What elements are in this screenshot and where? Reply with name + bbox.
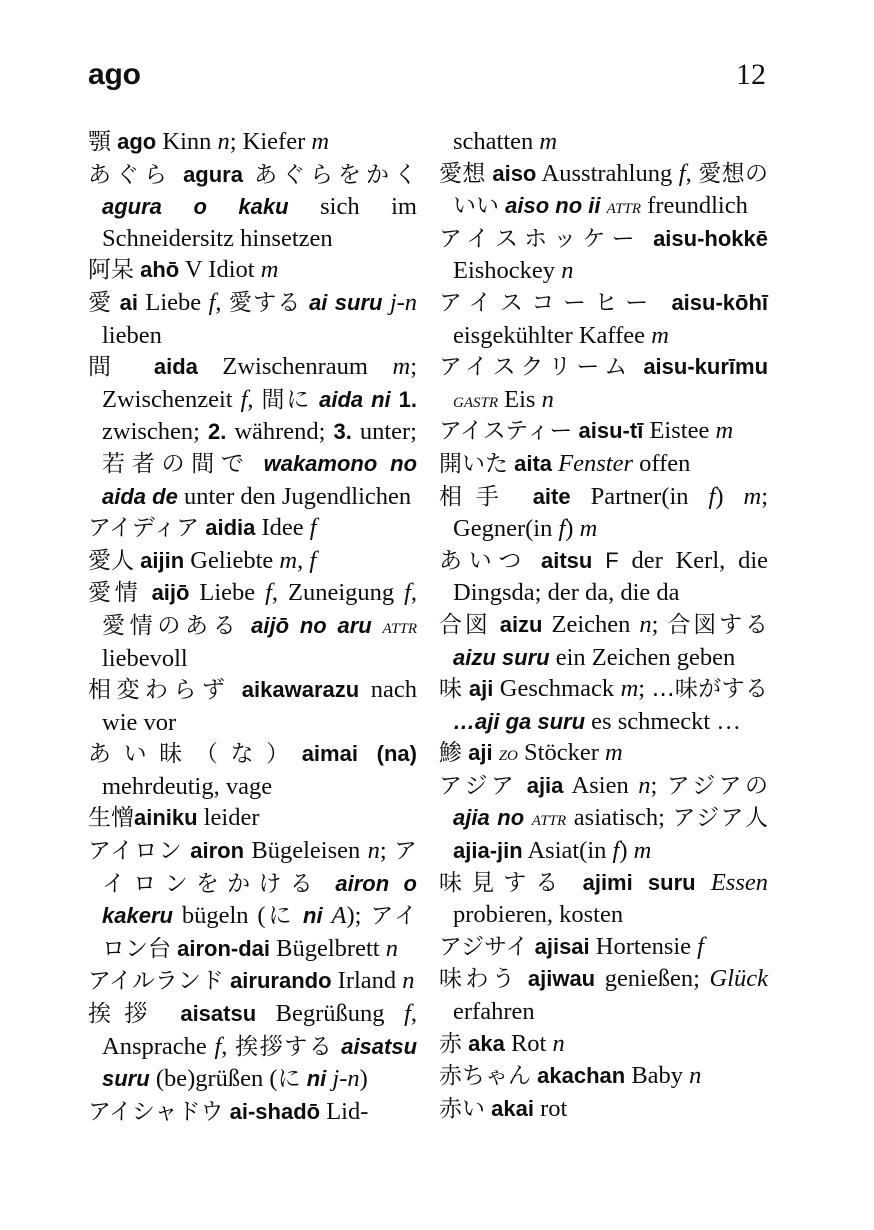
entry-de: , Zuneigung: [271, 579, 405, 607]
entry-de: ;: [651, 610, 668, 638]
entry-gm: f: [612, 837, 620, 865]
entry-de: ; Gegner(in: [453, 482, 768, 543]
entry-sp: [240, 612, 251, 639]
entry-jp: に: [277, 1066, 301, 1093]
entry-gm: m: [620, 675, 639, 703]
dictionary-entry: [88, 159, 417, 255]
entry-sp: [323, 902, 332, 929]
entry-de: ,: [221, 1032, 236, 1060]
entry-de: liebevoll: [102, 644, 188, 672]
entry-jp: 挨拶する: [235, 1033, 334, 1060]
entry-reg: F: [605, 547, 619, 573]
entry-de: Eistee: [643, 417, 716, 445]
dictionary-entry: [439, 481, 768, 545]
entry-rom: aisu-tī: [578, 418, 644, 444]
entry-sp: [513, 483, 533, 510]
entry-de: Ausstrahlung: [536, 159, 679, 187]
entry-gm: n: [385, 934, 398, 962]
entry-rom: aji: [468, 740, 493, 766]
entry-de: Partner(in: [570, 482, 709, 510]
entry-rom: aijō: [151, 580, 190, 606]
entry-de: nach wie vor: [102, 676, 418, 736]
running-head-word: ago: [88, 58, 141, 91]
dictionary-entry: [88, 738, 417, 802]
entry-de: ;: [650, 771, 667, 799]
entry-gm: f: [240, 385, 248, 413]
entry-rom: aisu-hokkē: [653, 225, 768, 251]
entry-de: es schmeckt …: [585, 707, 741, 735]
entry-gm: n: [541, 385, 554, 413]
entry-rom: airon-dai: [177, 935, 271, 961]
entry-de: Irland: [331, 967, 403, 995]
entry-de: Zwischenraum: [197, 353, 393, 381]
entry-gm: m: [311, 128, 330, 155]
dictionary-entry: [439, 351, 768, 415]
entry-rom: airurando: [230, 968, 332, 994]
running-head: [88, 58, 766, 102]
entry-gm: f: [309, 514, 317, 542]
entry-de: asiatisch;: [566, 804, 673, 832]
entry-sp: [567, 869, 582, 896]
entry-rom: ajisai: [534, 933, 590, 959]
entry-gm: n: [367, 837, 380, 865]
entry-de: Kinn: [156, 128, 218, 155]
entry-de: sich im Schneidersitz hinsetzen: [102, 193, 417, 252]
entry-romi: ai suru: [309, 289, 383, 315]
entry-jp: 愛想のいい: [453, 160, 769, 220]
entry-sp: [382, 289, 389, 316]
entry-sp: [321, 870, 335, 897]
dictionary-entry: [439, 415, 768, 448]
entry-gm: f: [214, 1032, 222, 1060]
entry-de: ,: [410, 579, 417, 607]
entry-de: genießen;: [595, 965, 710, 993]
entry-rom: ajia: [526, 772, 564, 798]
entry-jp: 挨拶: [88, 1001, 161, 1028]
entry-de: );: [346, 902, 371, 930]
entry-jp: 赤ちゃん: [439, 1063, 531, 1090]
entry-jp: 愛情: [88, 580, 142, 607]
entry-de: der Kerl, die Dingsda; der da, die da: [453, 546, 769, 607]
entry-de: Lid-: [320, 1097, 369, 1125]
entry-jp: アイスティー: [439, 418, 573, 445]
entry-sp: [294, 902, 303, 929]
entry-jp: アジア人: [672, 805, 769, 832]
entry-sp: [112, 289, 119, 316]
entry-de: Baby: [625, 1062, 690, 1090]
entry-gm: m: [743, 482, 762, 510]
entry-de: probieren, kosten: [453, 901, 624, 929]
entry-jp: 味わう: [439, 966, 519, 993]
entry-jp: 愛する: [228, 289, 302, 316]
dictionary-entry: [439, 1060, 768, 1093]
entry-jp: 間: [88, 354, 130, 381]
entry-de: Idee: [255, 514, 310, 542]
entry-rom: aita: [514, 450, 553, 476]
entry-romi: airon o kakeru: [102, 870, 417, 929]
entry-sp: [657, 289, 672, 316]
entry-de: ,: [297, 546, 310, 574]
dictionary-entry: [88, 998, 417, 1096]
dictionary-entry: [439, 126, 768, 158]
entry-de: zwischen;: [102, 418, 208, 446]
entry-rom: ahō: [140, 257, 180, 283]
entry-jp: あぐらをかく: [254, 161, 418, 188]
entry-gm: m: [579, 515, 598, 543]
entry-gm: f: [309, 546, 317, 574]
entry-gm: n: [689, 1062, 702, 1090]
entry-gm: m: [260, 256, 279, 284]
entry-rom: akai: [491, 1095, 534, 1121]
entry-de: Asiat(in: [522, 837, 613, 865]
entry-gm: Glück: [709, 965, 768, 993]
dictionary-entry: [88, 965, 417, 998]
entry-sp: [251, 450, 264, 477]
entry-de: ;: [638, 675, 652, 703]
entry-romi: aisatsu suru: [102, 1033, 418, 1092]
entry-de: Bügeleisen: [244, 837, 368, 865]
entry-de: ,: [247, 385, 262, 413]
entry-jp: アジサイ: [439, 933, 529, 960]
dictionary-entry: [439, 931, 768, 964]
entry-romi: …aji ga suru: [453, 708, 586, 734]
entry-romi: aijō no aru: [251, 612, 372, 638]
entry-jp: アイディア: [88, 515, 200, 542]
dictionary-entry: [88, 802, 417, 835]
entry-de: Asien: [563, 771, 639, 799]
entry-gm: m: [633, 837, 652, 865]
entry-gm: n: [217, 128, 230, 155]
column-right: [439, 126, 768, 1128]
entry-gm: A: [331, 902, 347, 930]
entry-rom: aida: [153, 354, 198, 380]
entry-de: Stöcker: [517, 739, 605, 767]
entry-de: V Idiot: [179, 256, 261, 284]
entry-de: Liebe: [189, 579, 266, 607]
entry-de: rot: [533, 1094, 568, 1122]
entry-gm: j-n: [332, 1065, 360, 1093]
entry-rom: aitsu: [540, 547, 593, 573]
entry-de: freundlich: [641, 192, 748, 220]
entry-gm: m: [715, 417, 734, 445]
entry-gm: n: [639, 610, 652, 638]
entry-sp: [641, 225, 653, 252]
entry-de: schatten: [453, 128, 540, 155]
entry-jp: 生憎: [88, 805, 134, 832]
entry-sp: [161, 1000, 181, 1027]
entry-jp: …味がする: [651, 676, 768, 703]
entry-sp: [491, 611, 500, 638]
entry-lbl: attr: [606, 193, 642, 219]
entry-jp: 愛想: [439, 160, 486, 187]
entry-rom: ago: [117, 129, 157, 154]
entry-romi: wakamono no aida de: [102, 450, 418, 509]
entry-rom: ai-shadō: [229, 1098, 321, 1124]
entry-jp: 味見する: [439, 869, 568, 896]
entry-gm: f: [708, 482, 716, 510]
entry-rom: ainiku: [134, 805, 198, 831]
entry-de: ): [565, 515, 580, 543]
entry-jp: 間に: [261, 386, 312, 413]
entry-jp: アイシャドウ: [88, 1098, 224, 1125]
entry-jp: 愛: [88, 289, 113, 316]
entry-de: unter;: [351, 418, 417, 446]
entry-de: ein Zeichen geben: [549, 643, 736, 671]
entry-de: Eishockey: [453, 257, 562, 285]
entry-gm: f: [558, 515, 566, 543]
entry-gm: f: [697, 932, 704, 960]
entry-de: unter den Jugendlichen: [177, 482, 412, 510]
dictionary-entry: [439, 448, 768, 481]
entry-sp: [518, 965, 528, 992]
entry-jp: 若者の間で: [102, 450, 251, 477]
entry-sp: [528, 547, 541, 574]
dictionary-entry: [439, 867, 768, 931]
dictionary-entry: [88, 674, 417, 738]
entry-jp: 愛情のある: [102, 612, 241, 639]
entry-jp: アジアの: [666, 772, 768, 799]
dictionary-entry: [439, 1093, 768, 1126]
entry-rom: aisatsu: [180, 1001, 257, 1027]
entry-de: Rot: [504, 1029, 553, 1057]
entry-jp: 相変わらず: [88, 677, 231, 704]
entry-jp: 合図: [439, 611, 491, 638]
entry-gm: n: [638, 771, 651, 799]
dictionary-entry: [439, 673, 768, 737]
entry-de: , Ansprache: [102, 1000, 418, 1060]
entry-jp: 赤: [439, 1030, 462, 1057]
entry-romi: aiso no ii: [505, 193, 601, 219]
entry-jp: アイスホッケー: [439, 225, 641, 252]
entry-rom: aisu-kōhī: [671, 289, 769, 315]
entry-de: Bügelbrett: [270, 934, 386, 962]
entry-sp: [524, 804, 532, 831]
entry-gm: m: [651, 321, 669, 349]
entry-romi: ajia no: [453, 805, 525, 831]
dictionary-entry: [439, 770, 768, 867]
entry-de: ): [359, 1065, 368, 1093]
entry-de: Hortensie: [589, 932, 698, 960]
entry-romi: ni: [306, 1066, 327, 1092]
dictionary-entry: [439, 223, 768, 287]
entry-de: ; Zwischenzeit: [102, 353, 418, 413]
dictionary-entry: [88, 577, 417, 674]
entry-sp: [311, 386, 319, 413]
dictionary-entry: [88, 351, 417, 512]
entry-de: lieben: [102, 321, 162, 349]
entry-de: (be)grüßen (: [149, 1065, 278, 1093]
entry-gm: f: [265, 579, 272, 607]
entry-de: Liebe: [138, 288, 209, 316]
entry-sp: [302, 289, 309, 316]
entry-lbl: attr: [382, 612, 417, 638]
entry-de: Geschmack: [493, 675, 621, 703]
entry-de: ,: [685, 159, 699, 187]
entry-jp: 愛人: [88, 547, 134, 574]
dictionary-entry: [88, 287, 417, 351]
entry-de: ): [715, 482, 744, 510]
entry-jp: あぐら: [88, 161, 172, 188]
entry-jp: 合図する: [667, 611, 768, 638]
entry-rom: aite: [532, 483, 571, 509]
entry-jp: アイスコーヒー: [439, 289, 657, 316]
dictionary-entry: [439, 1028, 768, 1061]
dictionary-entry: [439, 287, 768, 351]
entry-jp: アイロンをかける: [102, 838, 418, 897]
dictionary-entry: [439, 609, 768, 673]
dictionary-entry: [439, 158, 768, 223]
entry-rom: agura: [183, 161, 243, 187]
dictionary-entry: [88, 545, 417, 578]
entry-jp: 鯵: [439, 740, 462, 767]
entry-gm: j-n: [389, 288, 418, 316]
entry-gm: Fenster: [558, 449, 634, 477]
entry-de: während;: [226, 418, 334, 446]
entry-sp: [632, 353, 643, 380]
entry-rom: aizu: [499, 611, 543, 637]
entry-sp: [230, 676, 242, 703]
entry-jp: アイロン: [88, 838, 183, 865]
entry-sp: [696, 869, 711, 896]
entry-num: 2.: [207, 419, 227, 445]
entry-rom: akachan: [537, 1063, 626, 1089]
entry-jp: 開いた: [439, 450, 508, 477]
entry-sp: [517, 772, 527, 799]
entry-sp: [372, 612, 383, 639]
entry-rom: aijin: [140, 547, 185, 573]
entry-de: Geliebte: [184, 546, 280, 574]
entry-rom: aiso: [492, 160, 537, 186]
entry-de: ): [619, 837, 634, 865]
entry-rom: ajiwau: [527, 966, 596, 992]
entry-romi: aida ni: [319, 386, 391, 412]
entry-de: ;: [379, 837, 395, 865]
entry-de: leider: [197, 804, 260, 832]
entry-jp: アイスクリーム: [439, 354, 633, 381]
entry-jp: アイルランド: [88, 968, 224, 995]
entry-gm: f: [404, 579, 411, 607]
entry-gm: m: [605, 739, 623, 767]
entry-de: Eis: [498, 385, 542, 413]
entry-rom: aimai (na): [301, 741, 417, 767]
entry-sp: [592, 547, 605, 574]
entry-jp: あいつ: [439, 547, 529, 574]
entry-de: Begrüßung: [256, 1000, 405, 1028]
dictionary-entry: [88, 1096, 417, 1129]
entry-jp: 顎: [88, 129, 111, 155]
entry-rom: aka: [468, 1030, 505, 1056]
entry-lbl: gastr: [453, 386, 498, 412]
entry-gm: f: [404, 1000, 411, 1028]
entry-rom: aisu-kurīmu: [643, 354, 769, 380]
dictionary-entry: [439, 545, 768, 609]
entry-de: ,: [215, 288, 229, 316]
entry-num: 3.: [333, 419, 352, 445]
page-number: 12: [736, 58, 766, 91]
entry-sp: [129, 353, 154, 380]
entry-sp: [142, 579, 152, 606]
entry-sp: [243, 161, 254, 188]
entry-gm: f: [208, 288, 216, 316]
column-container: [88, 126, 768, 1128]
entry-de: erfahren: [453, 998, 535, 1026]
entry-gm: n: [561, 257, 574, 285]
dictionary-entry: [88, 126, 417, 159]
entry-de: Zeichen: [542, 610, 640, 638]
entry-de: bügeln (: [172, 902, 266, 930]
entry-rom: ajia-jin: [453, 838, 523, 864]
entry-de: offen: [633, 449, 691, 477]
entry-lbl: zo: [498, 740, 518, 766]
column-left: [88, 126, 417, 1128]
entry-gm: f: [678, 159, 686, 187]
dictionary-entry: [439, 963, 768, 1027]
entry-rom: aikawarazu: [241, 677, 360, 703]
entry-romi: agura o kaku: [102, 194, 289, 220]
dictionary-entry: [439, 737, 768, 770]
entry-jp: 味: [439, 676, 463, 703]
entry-gm: n: [402, 967, 415, 995]
entry-sp: [172, 161, 183, 188]
entry-rom: aidia: [205, 515, 256, 541]
dictionary-entry: [88, 254, 417, 287]
entry-jp: 赤い: [439, 1095, 485, 1122]
entry-rom: aji: [468, 676, 494, 702]
entry-lbl: attr: [531, 805, 567, 831]
entry-de: eisgekühlter Kaffee: [453, 321, 652, 349]
entry-rom: ai: [119, 289, 139, 315]
dictionary-entry: [88, 512, 417, 545]
entry-jp: あい昧（な）: [88, 741, 302, 768]
entry-jp: アイロン台: [102, 903, 418, 962]
entry-de: ; Kiefer: [229, 128, 312, 155]
entry-jp: 阿呆: [88, 257, 134, 284]
entry-sp: [391, 386, 399, 413]
entry-gm: n: [552, 1029, 565, 1057]
entry-de: mehrdeutig, vage: [102, 772, 273, 800]
entry-jp: に: [265, 903, 295, 930]
entry-jp: アジア: [439, 772, 518, 799]
entry-rom: airon: [190, 838, 245, 864]
entry-jp: 相手: [439, 483, 513, 510]
entry-gm: m: [392, 353, 411, 381]
entry-romi: ni: [303, 903, 323, 929]
entry-num: 1.: [398, 386, 417, 412]
entry-romi: aizu suru: [453, 644, 550, 670]
entry-rom: ajimi suru: [582, 869, 696, 895]
entry-gm: m: [539, 128, 558, 155]
entry-gm: Essen: [710, 868, 768, 896]
entry-gm: m: [279, 546, 298, 574]
dictionary-entry: [88, 835, 417, 965]
